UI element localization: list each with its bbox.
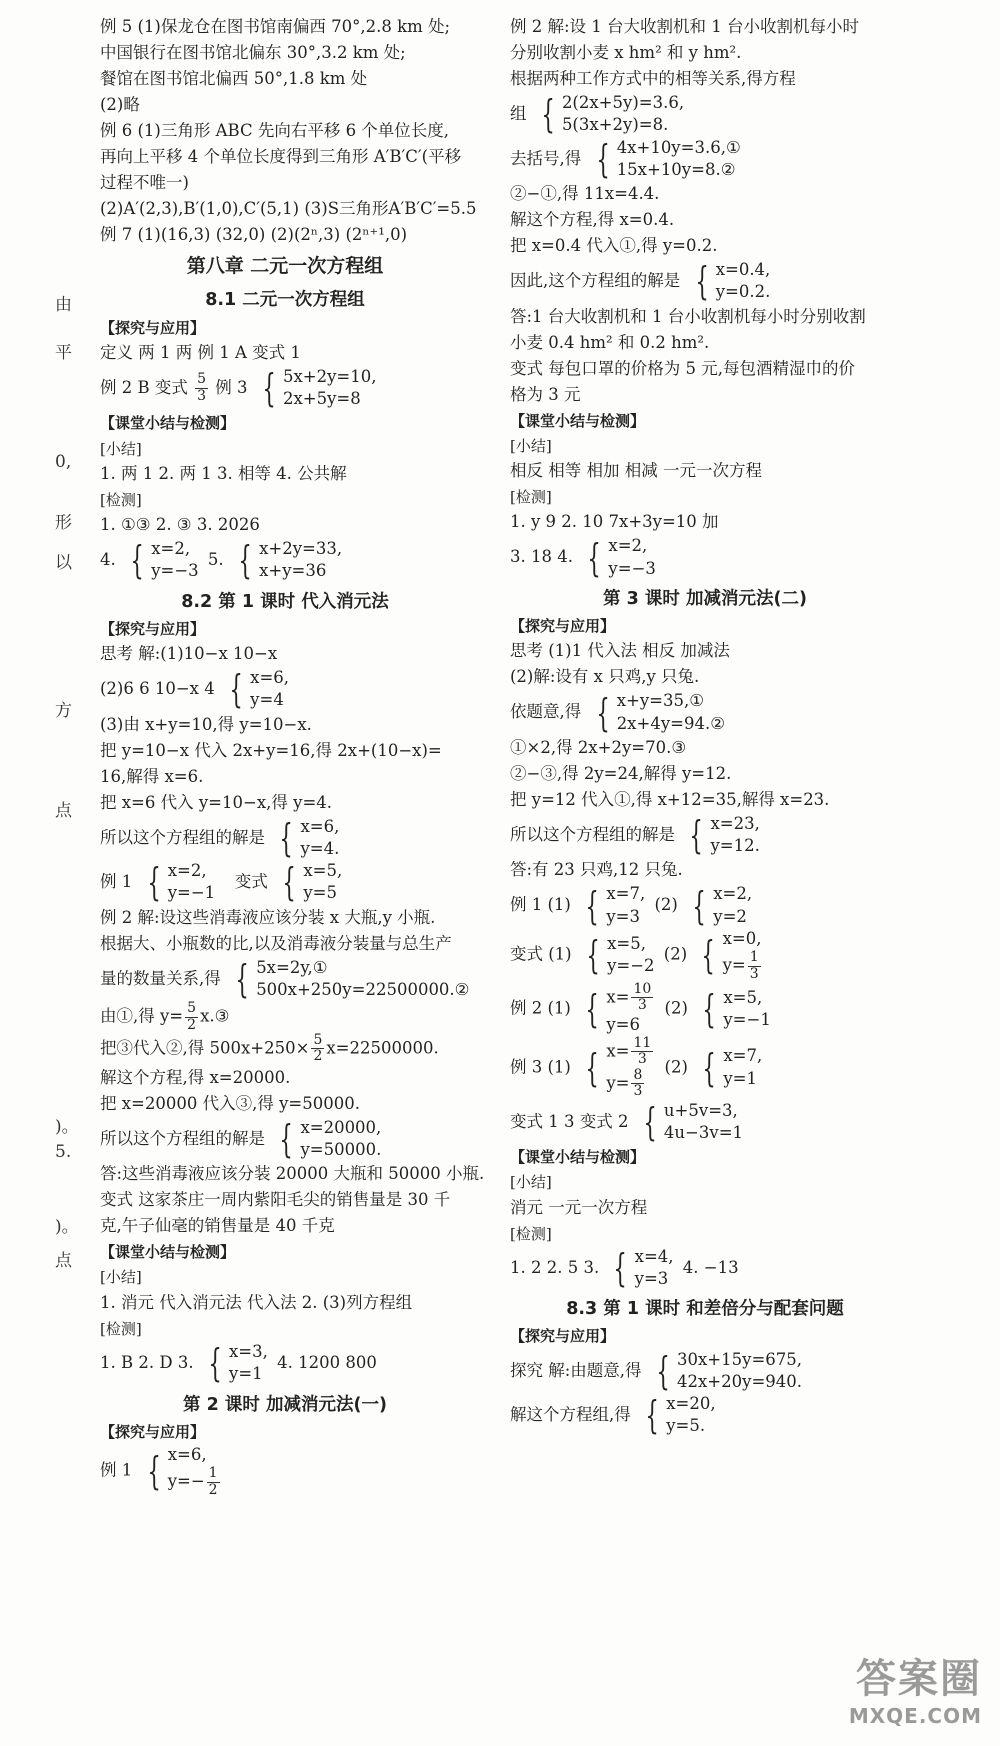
- right-column: [510, 14, 900, 1438]
- answer-line: 量的数量关系,得 { 5x=2y,① 500x+250y=22500000.②: [100, 956, 470, 1001]
- answer-line: 把 y=12 代入①,得 x+12=35,解得 x=23.: [510, 789, 830, 809]
- answer-line: 相反 相等 相加 相减 一元一次方程: [510, 461, 762, 481]
- answer-line: 4. { x=2, y=−3 5. { x+2y=33, x+y=36: [100, 538, 343, 583]
- margin-char: 形: [55, 513, 72, 533]
- answer-line: 所以这个方程组的解是 { x=23, y=12.: [510, 813, 760, 858]
- answer-line: 例 1 { x=2, y=−1 变式 { x=5, y=5: [100, 860, 343, 905]
- margin-char: 点: [55, 801, 72, 821]
- equation-system: { x=7, y=1: [702, 1045, 763, 1090]
- margin-char: 方: [55, 701, 72, 721]
- answer-line: 分别收割小麦 x hm² 和 y hm².: [510, 43, 742, 62]
- fraction: $\frac{5}{3}$: [197, 371, 207, 404]
- answer-text: 例 3: [215, 377, 248, 397]
- answer-line: 解这个方程,得 x=0.4.: [510, 210, 675, 230]
- fraction: $\frac{8}{3}$: [633, 1066, 643, 1100]
- answer-line: ②−①,得 11x=4.4.: [510, 184, 660, 204]
- equation-system: { x= $\frac{10}{3}$ y=6: [585, 980, 652, 1034]
- margin-char: 0,: [55, 452, 72, 472]
- answer-line: 思考 解:(1)10−x 10−x: [100, 644, 278, 663]
- section-title: 8.1 二元一次方程组: [205, 290, 365, 311]
- subsection-label: [检测]: [510, 488, 552, 507]
- section-tag: 【探究与应用】: [510, 1327, 616, 1346]
- section-tag: 【探究与应用】: [100, 318, 206, 337]
- margin-char: 由: [55, 295, 72, 315]
- margin-char: 5.: [55, 1142, 72, 1162]
- section-title: 第 2 课时 加减消元法(一): [183, 1394, 387, 1415]
- subsection-label: [检测]: [100, 490, 142, 509]
- watermark-url: MXQE.COM: [848, 1704, 982, 1728]
- answer-line: 格为 3 元: [510, 384, 581, 404]
- answer-line: 16,解得 x=6.: [100, 766, 204, 786]
- equation-system: { x= $\frac{11}{3}$ y= $\frac{8}{3}$: [585, 1034, 652, 1100]
- answer-line: 所以这个方程组的解是 { x=20000, y=50000.: [100, 1116, 382, 1161]
- equation-system: { x=2, y=2: [692, 883, 753, 928]
- section-tag: 【课堂小结与检测】: [100, 414, 236, 433]
- answer-line: (2)略: [100, 95, 140, 114]
- equation-system: { 2(2x+5y)=3.6, 5(3x+2y)=8.: [541, 92, 685, 137]
- section-title: 8.3 第 1 课时 和差倍分与配套问题: [566, 1299, 844, 1320]
- answer-line: 答:这些消毒液应该分装 20000 大瓶和 50000 小瓶.: [100, 1164, 485, 1184]
- answer-line: 去括号,得 { 4x+10y=3.6,① 15x+10y=8.②: [510, 136, 741, 181]
- answer-line: (2)A′(2,3),B′(1,0),C′(5,1) (3)S三角形A′B′C′=5.5: [100, 199, 477, 218]
- margin-char: 以: [55, 553, 72, 573]
- fraction: $\frac{10}{3}$: [633, 980, 652, 1014]
- equation-system: { x+y=35,① 2x+4y=94.②: [595, 690, 725, 735]
- answer-line: 例 2 解:设 1 台大收割机和 1 台小收割机每小时: [510, 17, 860, 36]
- answer-line: 把③代入②,得 500x+250× $\frac{5}{2}$ x=22500000.: [100, 1031, 439, 1065]
- answer-line: 例 2 解:设这些消毒液应该分装 x 大瓶,y 小瓶.: [100, 907, 436, 927]
- answer-line: 例 1 (1) { x=7, y=3 (2) { x=2, y=2: [510, 883, 753, 928]
- section-tag: 【探究与应用】: [100, 619, 206, 638]
- answer-line: 再向上平移 4 个单位长度得到三角形 A′B′C′(平移: [100, 147, 462, 166]
- answer-line: 例 7 (1)(16,3) (32,0) (2)(2ⁿ,3) (2ⁿ⁺¹,0): [100, 225, 408, 244]
- answer-line: 1. ①③ 2. ③ 3. 2026: [100, 515, 260, 535]
- answer-line: 小麦 0.4 hm² 和 0.2 hm².: [510, 332, 710, 352]
- answer-line: 1. 消元 代入消元法 代入法 2. (3)列方程组: [100, 1292, 413, 1312]
- equation-system: { x=3, y=1: [208, 1341, 268, 1386]
- answer-line: 变式 1 3 变式 2 { u+5v=3, 4u−3v=1: [510, 1099, 744, 1144]
- subsection-label: [小结]: [510, 436, 552, 455]
- equation-system: { 5x+2y=10, 2x+5y=8: [262, 366, 377, 411]
- answer-line: 所以这个方程组的解是 { x=6, y=4.: [100, 815, 340, 860]
- equation-system: { x+2y=33, x+y=36: [238, 538, 343, 583]
- answer-line: 例 6 (1)三角形 ABC 先向右平移 6 个单位长度,: [100, 121, 450, 140]
- answer-line: 把 x=6 代入 y=10−x,得 y=4.: [100, 792, 333, 812]
- equation-system: { x=2, y=−3: [587, 535, 656, 580]
- answer-line: (3)由 x+y=10,得 y=10−x.: [100, 714, 312, 734]
- subsection-label: [小结]: [510, 1173, 552, 1192]
- left-column: [100, 14, 485, 1498]
- chapter-title: 第八章 二元一次方程组: [186, 255, 384, 277]
- margin-char: )。: [55, 1217, 79, 1237]
- subsection-label: [小结]: [100, 1268, 142, 1287]
- answer-line: 依题意,得 { x+y=35,① 2x+4y=94.②: [510, 690, 725, 735]
- fraction: $\frac{5}{2}$: [313, 1031, 323, 1065]
- equation-system: { x=6, y=− $\frac{1}{2}$: [146, 1444, 218, 1498]
- answer-line: 餐馆在图书馆北偏西 50°,1.8 km 处: [100, 69, 368, 88]
- answer-line: 例 3 (1) { x= $\frac{11}{3}$ y= $\frac{8}{3}$ (2) { x=7, y=1: [510, 1034, 763, 1100]
- equation-system: { x=23, y=12.: [689, 813, 760, 858]
- section-tag: 【探究与应用】: [100, 1422, 206, 1441]
- answer-line: 1. y 9 2. 10 7x+3y=10 加: [510, 512, 719, 532]
- answer-line: 探究 解:由题意,得 { 30x+15y=675, 42x+20y=940.: [510, 1348, 803, 1393]
- equation-system: { 4x+10y=3.6,① 15x+10y=8.②: [595, 136, 741, 181]
- subsection-label: [检测]: [510, 1224, 552, 1243]
- answer-line: 答:1 台大收割机和 1 台小收割机每小时分别收割: [510, 306, 866, 326]
- watermark-logo-text: 答案圈: [856, 1656, 982, 1702]
- margin-char: )。: [55, 1117, 79, 1137]
- equation-system: { x=2, y=−1: [146, 860, 216, 905]
- answer-line: 解这个方程,得 x=20000.: [100, 1067, 291, 1087]
- equation-system: { x=6, y=4: [229, 667, 290, 712]
- answer-line: 组 { 2(2x+5y)=3.6, 5(3x+2y)=8.: [510, 92, 685, 137]
- equation-system: { x=6, y=4.: [279, 815, 340, 860]
- answer-line: 例 5 (1)保龙仓在图书馆南偏西 70°,2.8 km 处;: [100, 17, 451, 36]
- answer-line: 由①,得 y= $\frac{5}{2}$ x.③: [100, 1000, 230, 1033]
- equation-system: { u+5v=3, 4u−3v=1: [643, 1099, 744, 1144]
- answer-line: 根据两种工作方式中的相等关系,得方程: [510, 69, 796, 88]
- answer-text: 例 2 B 变式: [100, 377, 188, 397]
- answer-line: 过程不唯一): [100, 173, 189, 192]
- answer-line: 思考 (1)1 代入法 相反 加减法: [510, 641, 730, 661]
- answer-line: 把 y=10−x 代入 2x+y=16,得 2x+(10−x)=: [100, 740, 442, 760]
- section-title: 第 3 课时 加减消元法(二): [603, 588, 807, 609]
- answer-line: 变式 每包口罩的价格为 5 元,每包酒精湿巾的价: [510, 358, 855, 378]
- answer-line: 1. 2 2. 5 3. { x=4, y=3 4. −13: [510, 1246, 739, 1291]
- subsection-label: [小结]: [100, 439, 142, 458]
- section-tag: 【课堂小结与检测】: [510, 1148, 646, 1167]
- answer-line: 解这个方程组,得 { x=20, y=5.: [510, 1393, 716, 1438]
- answer-line: (2)解:设有 x 只鸡,y 只兔.: [510, 667, 700, 687]
- equation-system: { x=0, y= $\frac{1}{3}$: [701, 928, 762, 982]
- equation-system: { x=4, y=3: [613, 1246, 674, 1291]
- equation-system: { x=20000, y=50000.: [279, 1116, 382, 1161]
- site-watermark: [849, 1647, 982, 1728]
- equation-system: { x=5, y=−2: [586, 932, 655, 977]
- answer-line: 把 x=0.4 代入①,得 y=0.2.: [510, 236, 718, 256]
- answer-line: [100, 366, 470, 411]
- answer-line: 根据大、小瓶数的比,以及消毒液分装量与总生产: [100, 933, 452, 953]
- answer-line: 克,午子仙毫的销售量是 40 千克: [100, 1216, 335, 1236]
- fraction: $\frac{11}{3}$: [633, 1034, 652, 1068]
- equation-system: { 30x+15y=675, 42x+20y=940.: [656, 1348, 803, 1393]
- section-tag: 【探究与应用】: [510, 617, 616, 635]
- answer-line: ②−③,得 2y=24,解得 y=12.: [510, 763, 732, 783]
- answer-line: 定义 两 1 两 例 1 A 变式 1: [100, 342, 301, 362]
- equation-system: { x=7, y=3: [585, 883, 646, 928]
- answer-line: 把 x=20000 代入③,得 y=50000.: [100, 1093, 360, 1113]
- equation-system: { x=0.4, y=0.2.: [694, 259, 771, 304]
- equation-system: { x=2, y=−3: [130, 538, 199, 583]
- answer-line: ①×2,得 2x+2y=70.③: [510, 737, 687, 757]
- answer-line: 变式 这家茶庄一周内紫阳毛尖的销售量是 30 千: [100, 1190, 451, 1210]
- margin-char: 点: [55, 1251, 72, 1271]
- equation-system: { 5x=2y,① 500x+250y=22500000.②: [235, 956, 470, 1001]
- answer-line: (2)6 6 10−x 4 { x=6, y=4: [100, 667, 290, 712]
- margin-char: 平: [55, 343, 72, 363]
- subsection-label: [检测]: [100, 1319, 142, 1338]
- answer-line: 1. 两 1 2. 两 1 3. 相等 4. 公共解: [100, 463, 347, 483]
- fraction: $\frac{5}{2}$: [187, 1000, 197, 1033]
- fraction: $\frac{1}{3}$: [749, 949, 759, 982]
- answer-line: 例 2 (1) { x= $\frac{10}{3}$ y=6 (2) { x=5, y=−1: [510, 982, 900, 1036]
- section-tag: 【课堂小结与检测】: [100, 1243, 236, 1262]
- section-title: 8.2 第 1 课时 代入消元法: [181, 591, 389, 612]
- answer-line: 变式 (1) { x=5, y=−2 (2) { x=0, y= $\frac{1}{3}$: [510, 928, 762, 982]
- answer-line: 中国银行在图书馆北偏东 30°,3.2 km 处;: [100, 43, 406, 62]
- answer-line: 答:有 23 只鸡,12 只兔.: [510, 860, 683, 880]
- answer-line: 1. B 2. D 3. { x=3, y=1 4. 1200 800: [100, 1341, 377, 1386]
- answer-line: 3. 18 4. { x=2, y=−3: [510, 535, 656, 580]
- answer-line: 例 1 { x=6, y=− $\frac{1}{2}$: [100, 1444, 470, 1498]
- equation-system: { x=5, y=−1: [702, 986, 771, 1031]
- equation-system: { x=20, y=5.: [645, 1393, 716, 1438]
- equation-system: { x=5, y=5: [282, 860, 343, 905]
- section-tag: 【课堂小结与检测】: [510, 411, 646, 430]
- fraction: $\frac{1}{2}$: [208, 1465, 218, 1498]
- answer-line: 因此,这个方程组的解是 { x=0.4, y=0.2.: [510, 259, 771, 304]
- answer-line: 消元 一元一次方程: [510, 1197, 648, 1217]
